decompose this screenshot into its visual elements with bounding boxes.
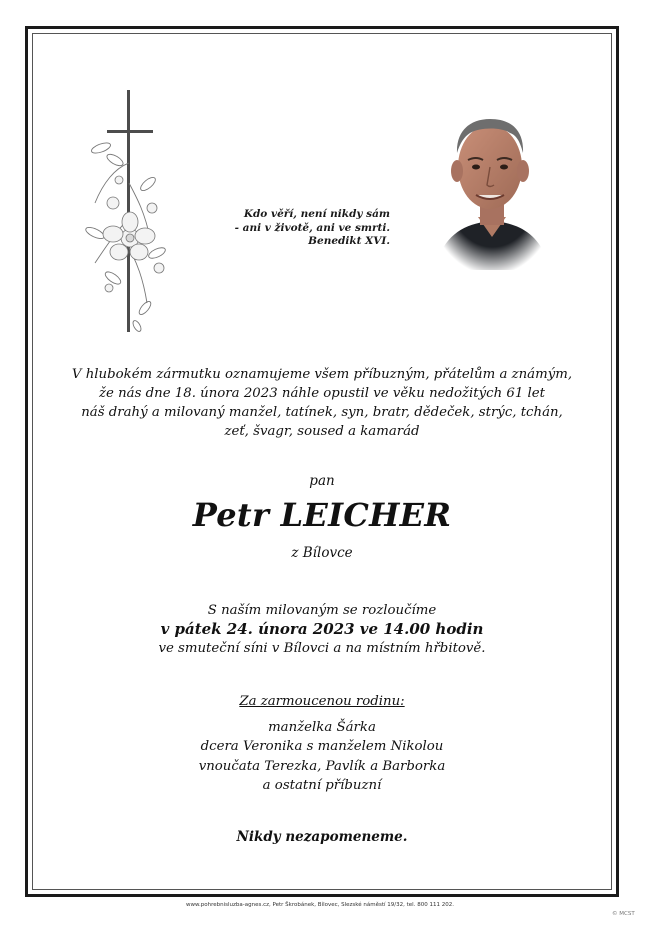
family-heading: Za zarmoucenou rodinu: — [239, 694, 405, 709]
quote — [200, 208, 390, 249]
family-member: manželka Šárka — [268, 719, 376, 735]
cross-with-flowers-icon — [75, 88, 185, 338]
footer-credits: www.pohrebnisluzba-agnes.cz, Petr Škrobánek, Bílovec, Slezské náměstí 19/32, tel. 800 111 202. — [186, 902, 454, 908]
portrait-photo — [430, 105, 555, 275]
family-list — [40, 692, 604, 796]
announcement-line: že nás dne 18. února 2023 náhle opustil ve věku nedožitých 61 let — [98, 386, 546, 401]
funeral-date-time: v pátek 24. února 2023 ve 14.00 hodin — [160, 620, 484, 638]
family-member: vnoučata Terezka, Pavlík a Barborka — [198, 758, 446, 774]
deceased-name: Petr LEICHER — [192, 496, 452, 534]
quote-line: Kdo věří, není nikdy sám — [243, 208, 390, 220]
watermark: © MCST — [612, 911, 635, 917]
quote-line: - ani v životě, ani ve smrti. — [234, 221, 390, 234]
announcement-line: V hlubokém zármutku oznamujeme všem příbuzným, přátelům a známým, — [71, 367, 573, 382]
announcement-text — [40, 365, 604, 441]
quote-author: Benedikt XVI. — [308, 235, 390, 247]
deceased-origin: z Bílovce — [291, 545, 353, 561]
name-prefix: pan — [309, 473, 335, 489]
family-member: a ostatní příbuzní — [262, 778, 382, 793]
funeral-location: ve smuteční síni v Bílovci a na místním hřbitově. — [158, 641, 486, 656]
closing-line: Nikdy nezapomeneme. — [236, 829, 408, 845]
farewell-intro: S naším milovaným se rozloučíme — [207, 603, 437, 618]
announcement-line: zeť, švagr, soused a kamarád — [224, 424, 420, 439]
family-member: dcera Veronika s manželem Nikolou — [200, 739, 444, 754]
announcement-line: náš drahý a milovaný manžel, tatínek, syn, bratr, dědeček, strýc, tchán, — [81, 405, 563, 420]
funeral-details — [40, 601, 604, 658]
